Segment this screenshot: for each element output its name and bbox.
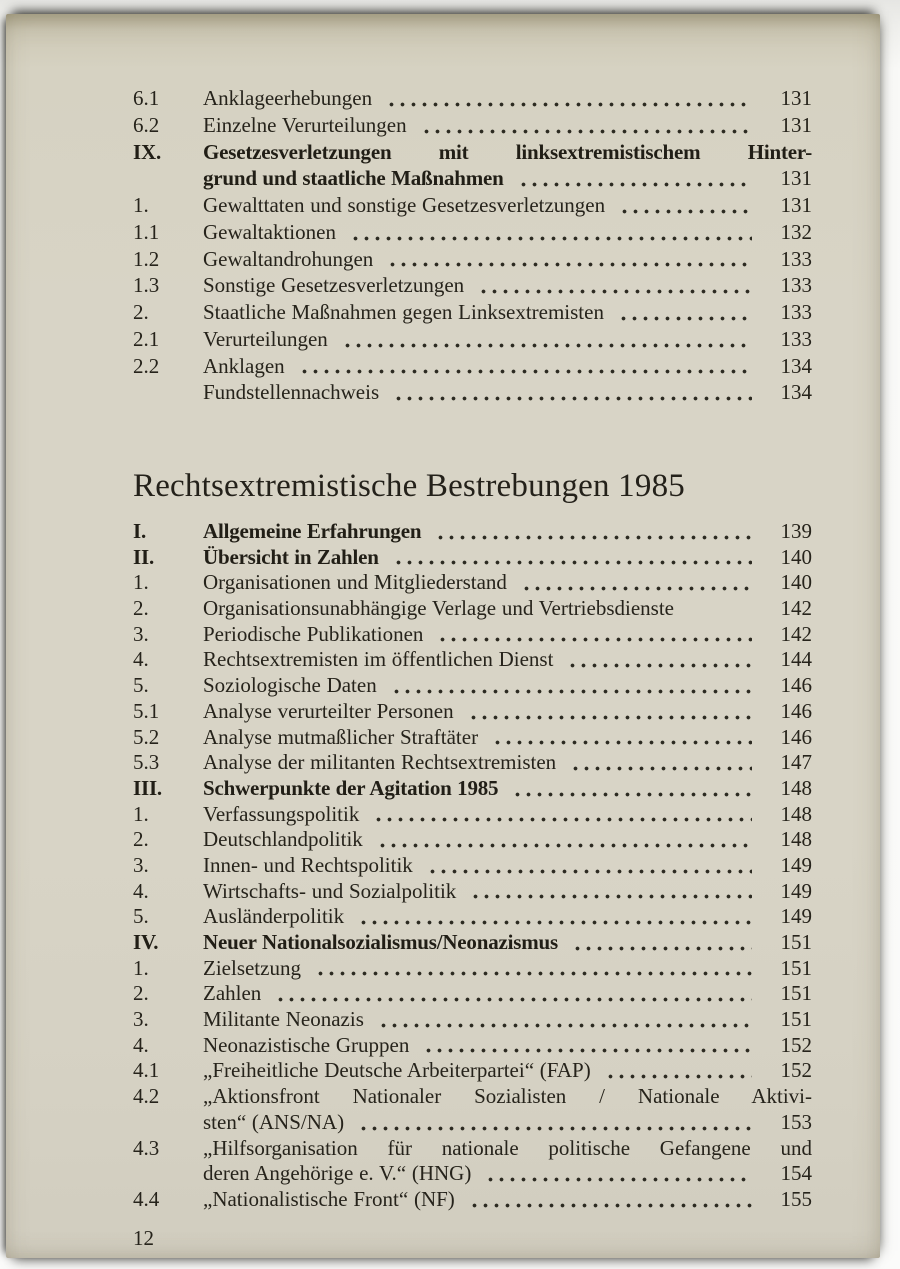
toc-entry-number: 2.	[133, 981, 149, 1006]
toc-entry-title: Ausländerpolitik	[203, 904, 345, 929]
toc-row	[133, 647, 812, 673]
toc-row	[133, 699, 812, 725]
toc-row	[133, 1187, 812, 1213]
toc-entry-title: Neonazistische Gruppen	[203, 1032, 410, 1057]
toc-row	[133, 1058, 812, 1084]
toc-page-number: 139	[780, 519, 812, 543]
toc-entry-title: Analyse der militanten Rechtsextremisten	[203, 750, 557, 775]
toc-entry-title: Analyse mutmaßlicher Straftäter	[203, 724, 479, 749]
toc-dot-leader	[616, 299, 752, 326]
toc-entry-number: 4.3	[133, 1135, 160, 1160]
toc-dot-leader	[565, 647, 752, 673]
toc-entry-title: Organisationen und Mitgliederstand	[203, 570, 507, 595]
toc-dot-leader	[376, 1007, 752, 1033]
toc-entry-number: 1.1	[133, 219, 160, 244]
toc-dot-leader	[356, 1110, 752, 1136]
toc-dot-leader	[467, 1187, 752, 1213]
toc-row	[133, 299, 812, 326]
toc-page-number: 142	[780, 621, 812, 646]
toc-entry-number: 3.	[133, 1007, 149, 1032]
toc-page-number: 146	[780, 698, 812, 723]
toc-row	[133, 545, 812, 571]
toc-entry-title: Anklageerhebungen	[203, 86, 373, 110]
toc-entry-number: 6.1	[133, 86, 160, 110]
toc-dot-leader	[510, 776, 752, 802]
toc-entry-title: Gewalttaten und sonstige Gesetzesverletzungen	[203, 193, 606, 217]
toc-row	[133, 750, 812, 776]
toc-row	[133, 192, 812, 219]
toc-entry-number: 3.	[133, 852, 149, 877]
toc-row	[133, 1110, 812, 1136]
toc-section-left-extremism-tail	[133, 85, 812, 406]
toc-page-number: 151	[780, 930, 812, 954]
toc-entry-number: 2.	[133, 300, 149, 324]
toc-dot-leader	[516, 165, 752, 192]
toc-row	[133, 956, 812, 982]
toc-page-number: 148	[780, 827, 812, 852]
toc-dot-leader	[340, 326, 752, 353]
toc-entry-title: Analyse verurteilter Personen	[203, 698, 454, 723]
toc-row	[133, 802, 812, 828]
toc-page-number: 142	[780, 596, 812, 621]
toc-row	[133, 1007, 812, 1033]
toc-page-number: 131	[780, 193, 812, 217]
toc-entry-title: Übersicht in Zahlen	[203, 544, 379, 569]
toc-dot-leader	[421, 1033, 752, 1059]
toc-row	[133, 326, 812, 353]
toc-dot-leader	[519, 570, 752, 596]
toc-entry-title: Militante Neonazis	[203, 1007, 364, 1032]
toc-page-number: 152	[780, 1058, 812, 1083]
toc-page-number: 146	[780, 724, 812, 749]
toc-row	[133, 519, 812, 545]
toc-dot-leader	[435, 622, 752, 648]
toc-dot-leader	[476, 272, 752, 299]
toc-dot-leader	[356, 904, 752, 930]
toc-entry-number: 5.1	[133, 698, 160, 723]
toc-spacer	[686, 596, 752, 622]
toc-dot-leader	[490, 725, 752, 751]
toc-row	[133, 1136, 812, 1162]
toc-dot-leader	[375, 827, 752, 853]
toc-row	[133, 622, 812, 648]
toc-entry-title: Innen- und Rechtspolitik	[203, 852, 413, 877]
toc-dot-leader	[389, 673, 752, 699]
toc-dot-leader	[391, 545, 752, 571]
toc-entry-number: 1.	[133, 801, 149, 826]
toc-entry-number: 5.	[133, 673, 149, 698]
toc-dot-leader	[483, 1161, 752, 1187]
toc-entry-title: Zielsetzung	[203, 955, 301, 980]
toc-page-number: 133	[780, 273, 812, 298]
toc-page-number: 133	[780, 326, 812, 351]
toc-dot-leader	[313, 956, 752, 982]
toc-entry-title: „Nationalistische Front“ (NF)	[203, 1186, 455, 1211]
toc-page-number: 131	[780, 86, 812, 110]
toc-dot-leader	[433, 519, 752, 545]
toc-page-number: 151	[780, 981, 812, 1006]
toc-entry-title: sten“ (ANS/NA)	[203, 1109, 345, 1134]
toc-page-number: 151	[780, 1007, 812, 1032]
toc-dot-leader	[419, 112, 752, 139]
toc-entry-number: 4.1	[133, 1058, 160, 1083]
toc-entry-number: 4.4	[133, 1186, 160, 1211]
toc-page-number: 132	[780, 219, 812, 244]
toc-page-number: 131	[780, 166, 812, 191]
toc-row	[133, 139, 812, 166]
toc-row	[133, 219, 812, 246]
toc-entry-number: 1.	[133, 193, 149, 217]
toc-entry-title: „Hilfsorganisation für nationale politische Gefangene und	[203, 1135, 812, 1160]
toc-page-number: 144	[780, 647, 812, 672]
toc-dot-leader	[468, 879, 752, 905]
toc-row	[133, 879, 812, 905]
toc-entry-number: 2.2	[133, 353, 160, 378]
toc-row	[133, 272, 812, 299]
toc-entry-title: Allgemeine Erfahrungen	[203, 519, 422, 543]
toc-row	[133, 165, 812, 192]
toc-page-number: 148	[780, 775, 812, 800]
toc-row	[133, 596, 812, 622]
toc-entry-title: Gewaltandrohungen	[203, 246, 374, 271]
toc-dot-leader	[348, 219, 752, 246]
toc-entry-number: II.	[133, 544, 154, 569]
scanned-page	[6, 14, 880, 1258]
toc-row	[133, 981, 812, 1007]
toc-entry-title: Gewaltaktionen	[203, 219, 336, 244]
toc-dot-leader	[425, 853, 752, 879]
toc-entry-title: Neuer Nationalsozialismus/Neonazismus	[203, 930, 558, 954]
toc-page-number: 152	[780, 1032, 812, 1057]
toc-page-number: 134	[780, 380, 812, 405]
toc-dot-leader	[384, 85, 752, 112]
toc-row	[133, 85, 812, 112]
toc-dot-leader	[273, 981, 752, 1007]
toc-entry-title: Soziologische Daten	[203, 673, 377, 698]
toc-entry-title: Sonstige Gesetzesverletzungen	[203, 273, 465, 298]
toc-entry-number: 1.2	[133, 246, 160, 271]
toc-entry-number: 5.	[133, 904, 149, 929]
toc-row	[133, 930, 812, 956]
toc-row	[133, 379, 812, 406]
toc-page-number: 154	[780, 1161, 812, 1186]
toc-entry-title: Deutschlandpolitik	[203, 827, 363, 852]
toc-entry-title: Zahlen	[203, 981, 262, 1006]
toc-entry-title: Fundstellennachweis	[203, 380, 380, 405]
toc-entry-number: 1.3	[133, 273, 160, 298]
toc-entry-number: 6.2	[133, 112, 160, 137]
toc-entry-number: 4.2	[133, 1084, 160, 1109]
toc-entry-number: I.	[133, 519, 147, 543]
toc-entry-title: deren Angehörige e. V.“ (HNG)	[203, 1161, 472, 1186]
toc-entry-title: „Aktionsfront Nationaler Sozialisten / Nationale Aktivi-	[203, 1084, 812, 1109]
toc-entry-number: 2.	[133, 596, 149, 621]
toc-entry-title: Wirtschafts- und Sozialpolitik	[203, 878, 457, 903]
toc-row	[133, 827, 812, 853]
toc-row	[133, 904, 812, 930]
toc-entry-number: 3.	[133, 621, 149, 646]
toc-entry-number: 4.	[133, 878, 149, 903]
toc-page-number: 149	[780, 852, 812, 877]
toc-row	[133, 112, 812, 139]
toc-page-number: 133	[780, 246, 812, 271]
toc-dot-leader	[603, 1058, 752, 1084]
toc-entry-number: IV.	[133, 930, 159, 954]
toc-entry-title: „Freiheitliche Deutsche Arbeiterpartei“ (FAP)	[203, 1058, 591, 1083]
toc-row	[133, 725, 812, 751]
toc-entry-title: Gesetzesverletzungen mit linksextremistischem Hinter-	[203, 139, 812, 164]
toc-page-number: 148	[780, 801, 812, 826]
toc-dot-leader	[466, 699, 752, 725]
toc-page-number: 140	[780, 570, 812, 595]
toc-page-number: 153	[780, 1109, 812, 1134]
toc-page-number: 131	[780, 112, 812, 137]
toc-page-number: 147	[780, 750, 812, 775]
toc-entry-title: Schwerpunkte der Agitation 1985	[203, 775, 499, 800]
toc-entry-title: Organisationsunabhängige Verlage und Vertriebsdienste	[203, 596, 674, 621]
toc-entry-number: 1.	[133, 955, 149, 980]
toc-entry-number: 5.2	[133, 724, 160, 749]
toc-dot-leader	[297, 353, 752, 380]
toc-page-number: 149	[780, 904, 812, 929]
toc-row	[133, 353, 812, 380]
toc-page-number: 146	[780, 673, 812, 698]
section-heading: Rechtsextremistische Bestrebungen 1985	[133, 468, 685, 504]
toc-entry-number: 4.	[133, 1032, 149, 1057]
toc-dot-leader	[385, 246, 752, 273]
toc-dot-leader	[568, 750, 752, 776]
toc-row	[133, 570, 812, 596]
toc-row	[133, 1033, 812, 1059]
toc-page-number: 140	[780, 544, 812, 569]
toc-row	[133, 673, 812, 699]
toc-dot-leader	[570, 930, 752, 956]
folio-page-number: 12	[133, 1226, 154, 1250]
toc-row	[133, 246, 812, 273]
toc-entry-title: Rechtsextremisten im öffentlichen Dienst	[203, 647, 554, 672]
toc-row	[133, 776, 812, 802]
toc-entry-title: grund und staatliche Maßnahmen	[203, 166, 504, 191]
toc-entry-number: 5.3	[133, 750, 160, 775]
toc-entry-number: III.	[133, 775, 162, 800]
toc-entry-title: Einzelne Verurteilungen	[203, 112, 407, 137]
toc-entry-number: 4.	[133, 647, 149, 672]
toc-entry-number: 2.1	[133, 326, 160, 351]
toc-entry-number: 2.	[133, 827, 149, 852]
toc-section-right-extremism	[133, 519, 812, 1213]
toc-page-number: 151	[780, 955, 812, 980]
toc-entry-title: Anklagen	[203, 353, 285, 378]
toc-entry-number: IX.	[133, 139, 161, 164]
toc-dot-leader	[371, 802, 752, 828]
toc-page-number: 155	[780, 1186, 812, 1211]
toc-dot-leader	[617, 192, 752, 219]
toc-row	[133, 1084, 812, 1110]
toc-entry-number: 1.	[133, 570, 149, 595]
toc-page-number: 133	[780, 300, 812, 324]
toc-entry-title: Verurteilungen	[203, 326, 328, 351]
toc-entry-title: Staatliche Maßnahmen gegen Linksextremisten	[203, 300, 604, 324]
toc-row	[133, 1161, 812, 1187]
toc-entry-title: Verfassungspolitik	[203, 801, 360, 826]
toc-page-number: 149	[780, 878, 812, 903]
toc-row	[133, 853, 812, 879]
toc-page-number: 134	[780, 353, 812, 378]
toc-dot-leader	[391, 379, 752, 406]
toc-entry-title: Periodische Publikationen	[203, 621, 424, 646]
